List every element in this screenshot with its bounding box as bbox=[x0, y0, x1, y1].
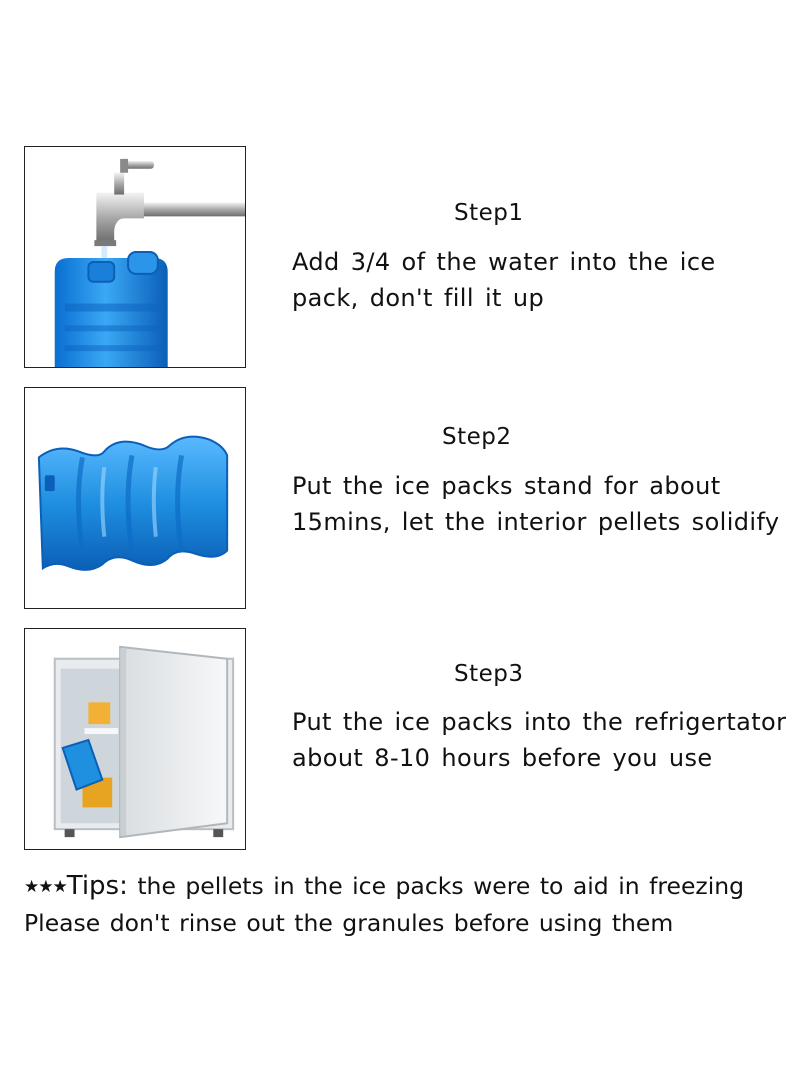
step1-description bbox=[292, 244, 792, 316]
refrigerator-icon bbox=[25, 629, 245, 849]
step1-title: Step1 bbox=[454, 200, 524, 226]
tips-line1-row bbox=[24, 868, 794, 905]
ice-pack-icon bbox=[25, 388, 245, 608]
step3-image bbox=[24, 628, 246, 850]
step3-line1: Put the ice packs into the refrigertator bbox=[292, 708, 787, 736]
step3-title: Step3 bbox=[454, 661, 524, 687]
faucet-icon bbox=[25, 147, 245, 367]
step3-description bbox=[292, 704, 792, 776]
tips-line1: the pellets in the ice packs were to aid in freezing bbox=[137, 872, 745, 900]
step1-line2: pack, don't fill it up bbox=[292, 284, 545, 312]
step2-description bbox=[292, 468, 792, 540]
step3-line2: about 8-10 hours before you use bbox=[292, 744, 713, 772]
tips-label: Tips: bbox=[66, 871, 128, 901]
tips-section bbox=[24, 868, 794, 941]
step2-line1: Put the ice packs stand for about bbox=[292, 472, 721, 500]
star-rating-icon: ★★★ bbox=[24, 877, 67, 897]
step2-image bbox=[24, 387, 246, 609]
tips-line2: Please don't rinse out the granules before using them bbox=[24, 909, 674, 937]
step1-line1: Add 3/4 of the water into the ice bbox=[292, 248, 716, 276]
step1-image bbox=[24, 146, 246, 368]
step2-line2: 15mins, let the interior pellets solidify bbox=[292, 508, 780, 536]
step2-title: Step2 bbox=[442, 424, 512, 450]
